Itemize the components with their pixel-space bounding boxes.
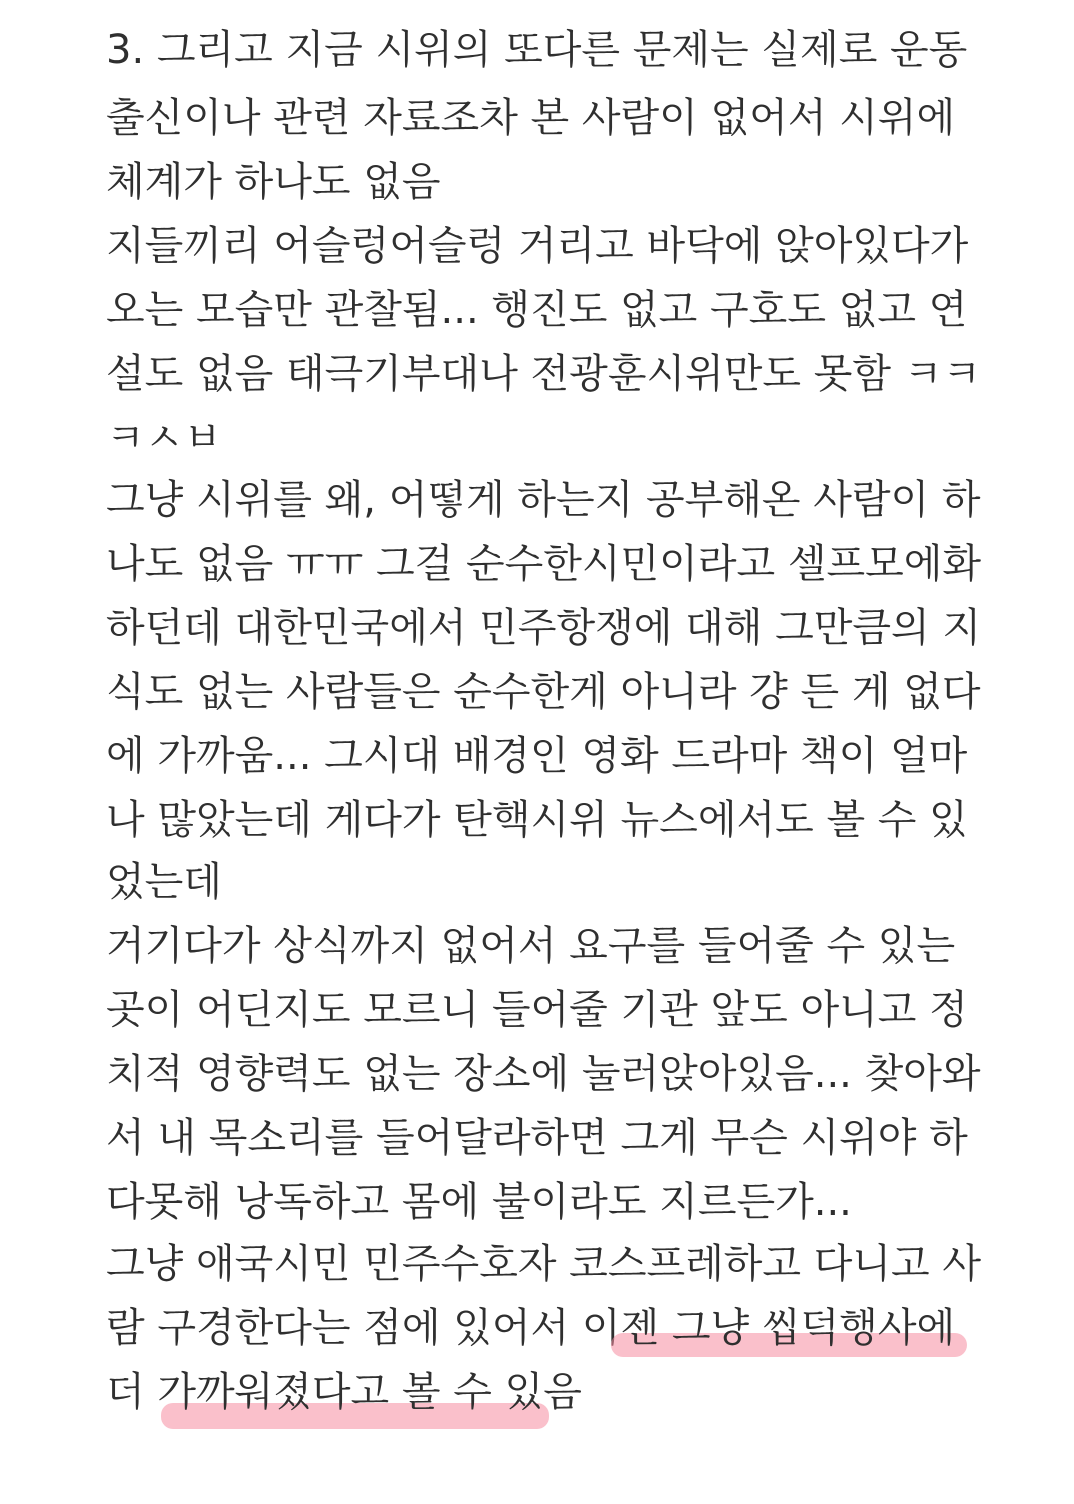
text-line: ㅋㅅㅂ: [106, 415, 222, 461]
text-line: 곳이 어딘지도 모르니 들어줄 기관 앞도 아니고 정: [106, 987, 968, 1033]
plain-text: 람 구경한다는 점에 있어서 이: [106, 1305, 621, 1351]
text-line-highlighted: [106, 1296, 1006, 1360]
plain-text: 음: [543, 1369, 582, 1415]
text-line: 다못해 낭독하고 몸에 불이라도 지르든가...: [106, 1179, 852, 1225]
text-line: 오는 모습만 관찰됨... 행진도 없고 구호도 없고 연: [106, 287, 968, 333]
text-line: 3. 그리고 지금 시위의 또다른 문제는 실제로 운동: [106, 27, 968, 73]
text-line: 에 가까움... 그시대 배경인 영화 드라마 책이 얼마: [106, 733, 968, 779]
text-line: 나 많았는데 게다가 탄핵시위 뉴스에서도 볼 수 있: [106, 797, 968, 843]
text-line: 었는데: [106, 859, 222, 905]
highlighted-text: 젠 그냥 씹덕행사에: [620, 1305, 956, 1351]
highlighted-text: 가까워졌다고 볼 수 있: [157, 1369, 544, 1415]
text-line: 출신이나 관련 자료조차 본 사람이 없어서 시위에: [106, 95, 956, 141]
text-line: 치적 영향력도 없는 장소에 눌러앉아있음... 찾아와: [106, 1051, 981, 1097]
text-line: 서 내 목소리를 들어달라하면 그게 무슨 시위야 하: [106, 1115, 968, 1161]
text-line: 지들끼리 어슬렁어슬렁 거리고 바닥에 앉아있다가: [106, 223, 969, 269]
text-line: 체계가 하나도 없음: [106, 159, 441, 205]
text-line: 그냥 시위를 왜, 어떻게 하는지 공부해온 사람이 하: [106, 477, 981, 523]
text-line: 나도 없음 ㅠㅠ 그걸 순수한시민이라고 셀프모에화: [106, 541, 982, 587]
text-line-highlighted: [106, 1360, 1006, 1424]
text-line: 설도 없음 태극기부대나 전광훈시위만도 못함 ㅋㅋ: [106, 351, 982, 397]
text-line: 하던데 대한민국에서 민주항쟁에 대해 그만큼의 지: [106, 605, 982, 651]
text-line: 식도 없는 사람들은 순수한게 아니라 걍 든 게 없다: [106, 669, 981, 715]
text-line: 그냥 애국시민 민주수호자 코스프레하고 다니고 사: [106, 1241, 982, 1287]
plain-text: 더: [106, 1369, 158, 1415]
text-line: 거기다가 상식까지 없어서 요구를 들어줄 수 있는: [106, 923, 956, 969]
